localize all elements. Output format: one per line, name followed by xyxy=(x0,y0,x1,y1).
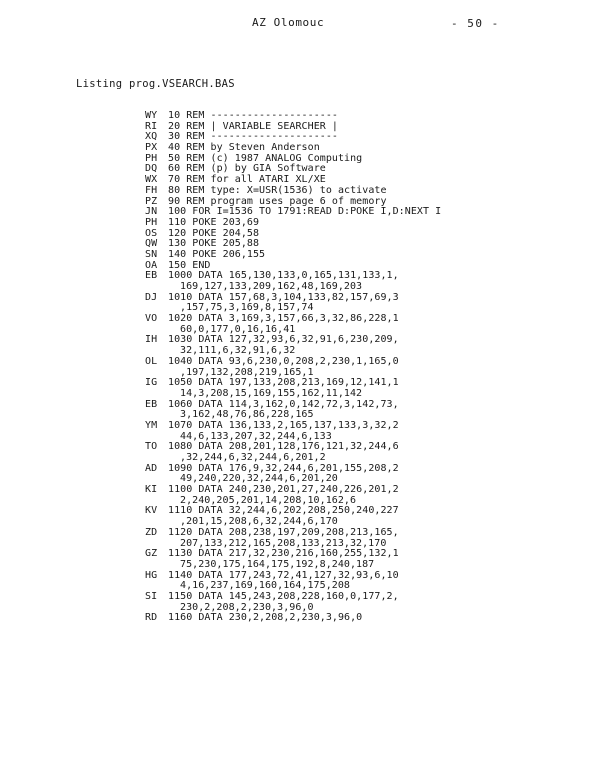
checksum-code: YM xyxy=(145,419,158,431)
listing-line xyxy=(145,357,565,368)
basic-line-continuation: 3,162,48,76,86,228,165 xyxy=(180,409,314,421)
checksum-code: PZ xyxy=(145,195,158,207)
checksum-code: OS xyxy=(145,227,158,239)
basic-line: 60 REM (p) by GIA Software xyxy=(168,163,326,175)
basic-line: 130 POKE 205,88 xyxy=(168,238,260,250)
checksum-code: FH xyxy=(145,184,158,196)
basic-line: 1120 DATA 208,238,197,209,208,213,165, xyxy=(168,526,399,538)
basic-line: 120 POKE 204,58 xyxy=(168,227,260,239)
checksum-code: RI xyxy=(145,120,158,132)
basic-line-continuation: ,32,244,6,32,244,6,201,2 xyxy=(180,452,326,463)
checksum-code: EB xyxy=(145,398,158,410)
listing-line xyxy=(145,613,565,624)
checksum-code: EB xyxy=(145,270,158,282)
basic-line-continuation: 32,111,6,32,91,6,32 xyxy=(180,345,296,357)
basic-line: 1050 DATA 197,133,208,213,169,12,141,1 xyxy=(168,377,399,389)
basic-line: 1140 DATA 177,243,72,41,127,32,93,6,10 xyxy=(168,569,399,581)
basic-line: 1150 DATA 145,243,208,228,160,0,177,2, xyxy=(168,590,399,602)
basic-line: 1070 DATA 136,133,2,165,137,133,3,32,2 xyxy=(168,419,399,431)
basic-line: 150 END xyxy=(168,259,211,271)
basic-line: 1020 DATA 3,169,3,157,66,3,32,86,228,1 xyxy=(168,313,399,325)
basic-line: 30 REM --------------------- xyxy=(168,131,338,143)
basic-line: 90 REM program uses page 6 of memory xyxy=(168,195,387,207)
checksum-code: TO xyxy=(145,441,158,453)
checksum-code: DQ xyxy=(145,163,158,175)
listing-line xyxy=(145,218,565,229)
page-number: - 50 - xyxy=(451,17,500,30)
checksum-code: QW xyxy=(145,238,158,250)
checksum-code: PH xyxy=(145,216,158,228)
basic-line-continuation: ,201,15,208,6,32,244,6,170 xyxy=(180,516,338,528)
basic-line-continuation: 2,240,205,201,14,208,10,162,6 xyxy=(180,494,357,506)
checksum-code: IG xyxy=(145,377,158,389)
basic-line: 140 POKE 206,155 xyxy=(168,248,266,260)
checksum-code: OL xyxy=(145,355,158,367)
checksum-code: GZ xyxy=(145,548,158,560)
listing-title: Listing prog.VSEARCH.BAS xyxy=(76,78,235,90)
checksum-code: ZD xyxy=(145,526,158,538)
checksum-code: DJ xyxy=(145,291,158,303)
basic-line: 1000 DATA 165,130,133,0,165,131,133,1, xyxy=(168,270,399,282)
listing-line xyxy=(145,186,565,197)
basic-line: 100 FOR I=1536 TO 1791:READ D:POKE I,D:NEXT I xyxy=(168,206,442,218)
basic-line: 1080 DATA 208,201,128,176,121,32,244,6 xyxy=(168,441,399,453)
program-listing xyxy=(145,111,565,624)
basic-line-continuation: 230,2,208,2,230,3,96,0 xyxy=(180,601,314,613)
basic-line: 110 POKE 203,69 xyxy=(168,216,260,228)
checksum-code: JN xyxy=(145,206,158,218)
checksum-code: XQ xyxy=(145,131,158,143)
checksum-code: PX xyxy=(145,142,158,154)
basic-line: 1060 DATA 114,3,162,0,142,72,3,142,73, xyxy=(168,398,399,410)
checksum-code: KV xyxy=(145,505,158,517)
basic-line-continuation: 14,3,208,15,169,155,162,11,142 xyxy=(180,387,363,399)
listing-line xyxy=(145,528,565,539)
checksum-code: PH xyxy=(145,152,158,164)
basic-line-continuation: 60,0,177,0,16,16,41 xyxy=(180,323,296,335)
checksum-code: WY xyxy=(145,110,158,121)
basic-line-continuation: 207,133,212,165,208,133,213,32,170 xyxy=(180,537,387,549)
checksum-code: KI xyxy=(145,484,158,496)
checksum-code: WX xyxy=(145,174,158,186)
basic-line-continuation: 44,6,133,207,32,244,6,133 xyxy=(180,430,332,442)
checksum-code: AD xyxy=(145,462,158,474)
basic-line: 1090 DATA 176,9,32,244,6,201,155,208,2 xyxy=(168,462,399,474)
basic-line: 1110 DATA 32,244,6,202,208,250,240,227 xyxy=(168,505,399,517)
basic-line: 80 REM type: X=USR(1536) to activate xyxy=(168,184,387,196)
basic-line-continuation: ,197,132,208,219,165,1 xyxy=(180,366,314,378)
basic-line: 70 REM for all ATARI XL/XE xyxy=(168,174,326,186)
basic-line: 1010 DATA 157,68,3,104,133,82,157,69,3 xyxy=(168,291,399,303)
basic-line-continuation: ,157,75,3,169,8,157,74 xyxy=(180,302,314,314)
header-source: AZ Olomouc xyxy=(252,16,325,29)
checksum-code: IH xyxy=(145,334,158,346)
basic-line-continuation: 49,240,220,32,244,6,201,20 xyxy=(180,473,338,485)
checksum-code: SN xyxy=(145,248,158,260)
checksum-code: OA xyxy=(145,259,158,271)
basic-line: 40 REM by Steven Anderson xyxy=(168,142,320,154)
basic-line-continuation: 75,230,175,164,175,192,8,240,187 xyxy=(180,558,375,570)
checksum-code: HG xyxy=(145,569,158,581)
basic-line: 1100 DATA 240,230,201,27,240,226,201,2 xyxy=(168,484,399,496)
basic-line-continuation: 169,127,133,209,162,48,169,203 xyxy=(180,281,363,292)
basic-line: 1030 DATA 127,32,93,6,32,91,6,230,209, xyxy=(168,334,399,346)
basic-line: 1160 DATA 230,2,208,2,230,3,96,0 xyxy=(168,612,363,624)
checksum-code: RD xyxy=(145,612,158,624)
basic-line-continuation: 4,16,237,169,160,164,175,208 xyxy=(180,580,350,592)
checksum-code: SI xyxy=(145,590,158,602)
basic-line: 20 REM | VARIABLE SEARCHER | xyxy=(168,120,338,132)
basic-line: 1040 DATA 93,6,230,0,208,2,230,1,165,0 xyxy=(168,355,399,367)
checksum-code: VO xyxy=(145,313,158,325)
basic-line: 10 REM --------------------- xyxy=(168,110,338,121)
basic-line: 1130 DATA 217,32,230,216,160,255,132,1 xyxy=(168,548,399,560)
basic-line: 50 REM (c) 1987 ANALOG Computing xyxy=(168,152,363,164)
